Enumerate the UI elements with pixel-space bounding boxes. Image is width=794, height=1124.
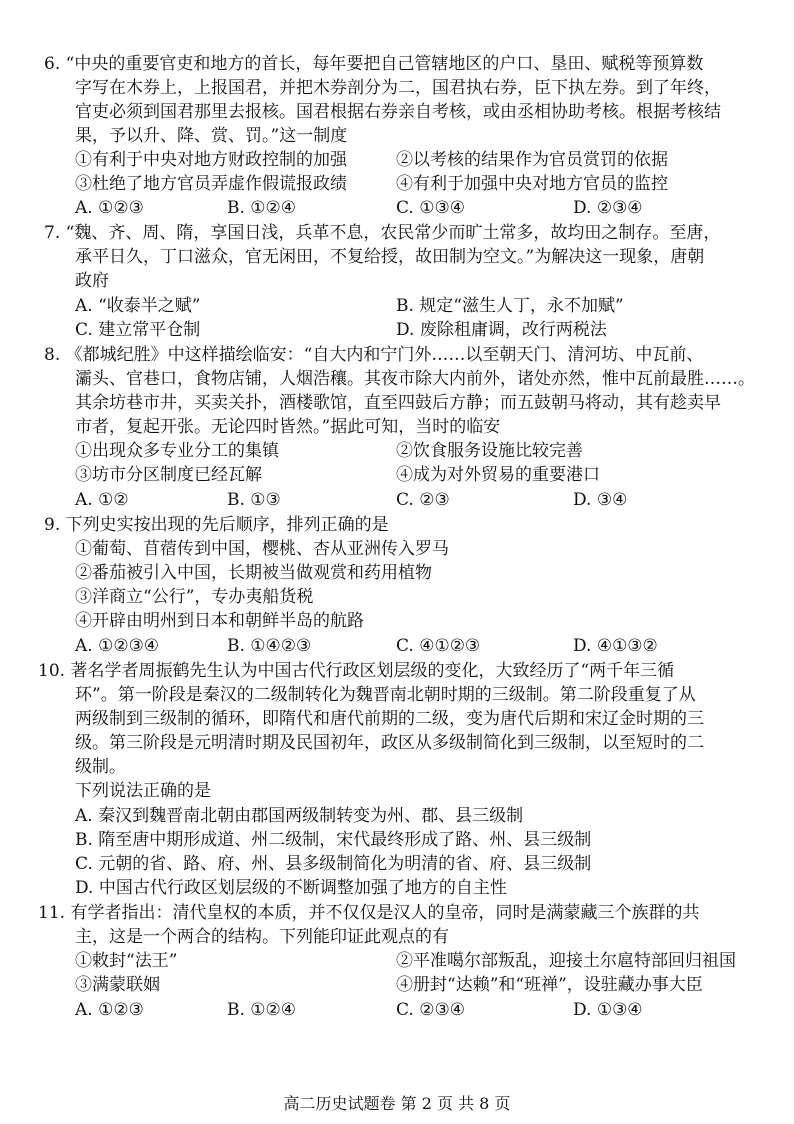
q8-option-d: D. ③④ [573, 490, 628, 510]
q7-option-b: B. 规定“滋生人丁，永不加赋” [396, 296, 624, 316]
q6-stem-line-3: 官吏必须到国君那里去报核。国君根据右券亲自考核，或由丞相协助考核。根据考核结 [75, 102, 721, 122]
q11-item-1: ①敕封“法王” [75, 951, 178, 971]
q10-stem-line-6: 下列说法正确的是 [75, 781, 211, 801]
q8-stem-line-3: 其余坊巷市井，买卖关扑，酒楼歌馆，直至四鼓后方静；而五鼓朝马将动，其有趁卖早 [75, 393, 721, 413]
q8-item-2: ②饮食服务设施比较完善 [396, 441, 583, 461]
q9-item-1: ①葡萄、苜蓿传到中国，樱桃、杏从亚洲传入罗马 [75, 539, 449, 559]
q7-stem-line-1: 7. “魏、齐、周、隋，享国日浅，兵革不息，农民常少而旷土常多，故均田之制存。至唐， [44, 223, 721, 243]
q6-option-a: A. ①②③ [75, 198, 144, 218]
q7-stem-line-3: 政府 [75, 271, 109, 291]
q11-option-d: D. ①③④ [573, 1000, 643, 1020]
q7-option-a: A. “收泰半之赋” [75, 296, 201, 316]
q10-stem-line-1: 10. 著名学者周振鹤先生认为中国古代行政区划层级的变化，大致经历了“两千年三循 [38, 661, 675, 681]
q10-option-b: B. 隋至唐中期形成道、州二级制，宋代最终形成了路、州、县三级制 [75, 830, 592, 850]
q9-stem-line-1: 9. 下列史实按出现的先后顺序，排列正确的是 [44, 515, 389, 535]
q10-option-d: D. 中国古代行政区划层级的不断调整加强了地方的自主性 [75, 878, 507, 898]
q6-item-1: ①有利于中央对地方财政控制的加强 [75, 150, 347, 170]
q9-option-a: A. ①②③④ [75, 636, 160, 656]
q9-item-4: ④开辟由明州到日本和朝鲜半岛的航路 [75, 611, 364, 631]
q10-option-a: A. 秦汉到魏晋南北朝由郡国两级制转变为州、郡、县三级制 [75, 806, 524, 826]
page-footer: 高二历史试题卷 第 2 页 共 8 页 [283, 1094, 511, 1113]
q10-option-c: C. 元朝的省、路、府、州、县多级制简化为明清的省、府、县三级制 [75, 854, 592, 874]
q8-stem-line-2: 灞头、官巷口，食物店铺，人烟浩穰。其夜市除大内前外，诸处亦然，惟中瓦前最胜……。 [75, 369, 755, 389]
q6-item-3: ③杜绝了地方官员弄虚作假谎报政绩 [75, 174, 347, 194]
q6-option-c: C. ①③④ [396, 198, 465, 218]
q11-option-a: A. ①②③ [75, 1000, 144, 1020]
q8-item-3: ③坊市分区制度已经瓦解 [75, 465, 262, 485]
q6-item-2: ②以考核的结果作为官员赏罚的依据 [396, 150, 668, 170]
q10-stem-line-3: 两级制到三级制的循环，即隋代和唐代前期的二级，变为唐代后期和宋辽金时期的三 [75, 709, 704, 729]
q11-option-b: B. ①②④ [227, 1000, 297, 1020]
q8-stem-line-4: 市者，复起开张。无论四时皆然。”据此可知，当时的临安 [75, 417, 501, 437]
q11-stem-line-1: 11. 有学者指出：清代皇权的本质，并不仅仅是汉人的皇帝，同时是满蒙藏三个族群的共 [38, 903, 700, 923]
q9-option-c: C. ④①②③ [396, 636, 481, 656]
q10-stem-line-2: 环”。第一阶段是秦汉的二级制转化为魏晋南北朝时期的三级制。第二阶段重复了从 [75, 685, 696, 705]
q11-item-3: ③满蒙联姻 [75, 975, 160, 995]
q6-stem-line-4: 果，予以升、降、赏、罚。”这一制度 [75, 126, 348, 146]
q6-item-4: ④有利于加强中央对地方官员的监控 [396, 174, 668, 194]
q8-option-b: B. ①③ [227, 490, 281, 510]
q6-stem-line-2: 字写在木券上，上报国君，并把木券剖分为二，国君执右券，臣下执左券。到了年终， [75, 78, 721, 98]
q6-stem-line-1: 6. “中央的重要官吏和地方的首长，每年要把自己管辖地区的户口、垦田、赋税等预算数 [44, 54, 704, 74]
q10-stem-line-4: 级。第三阶段是元明清时期及民国初年，政区从多级制简化到三级制，以至短时的二 [75, 733, 704, 753]
q11-option-c: C. ②③④ [396, 1000, 465, 1020]
q9-item-2: ②番茄被引入中国，长期被当做观赏和药用植物 [75, 563, 432, 583]
q7-option-d: D. 废除租庸调，改行两税法 [396, 320, 607, 340]
q8-item-4: ④成为对外贸易的重要港口 [396, 465, 600, 485]
q10-stem-line-5: 级制。 [75, 757, 126, 777]
q8-option-c: C. ②③ [396, 490, 450, 510]
q6-option-d: D. ②③④ [573, 198, 643, 218]
q7-option-c: C. 建立常平仓制 [75, 320, 201, 340]
q8-stem-line-1: 8. 《都城纪胜》中这样描绘临安：“自大内和宁门外……以至朝天门、清河坊、中瓦前、 [44, 345, 704, 365]
q9-item-3: ③洋商立“公行”，专办夷船货税 [75, 587, 314, 607]
q7-stem-line-2: 承平日久，丁口滋众，官无闲田，不复给授，故田制为空文。”为解决这一现象，唐朝 [75, 247, 705, 267]
q9-option-b: B. ①④②③ [227, 636, 312, 656]
q9-option-d: D. ④①③② [573, 636, 658, 656]
q11-item-2: ②平准噶尔部叛乱，迎接土尔扈特部回归祖国 [396, 951, 736, 971]
q11-stem-line-2: 主，这是一个两合的结构。下列能印证此观点的有 [75, 927, 449, 947]
q6-option-b: B. ①②④ [227, 198, 297, 218]
q8-option-a: A. ①② [75, 490, 129, 510]
q11-item-4: ④册封“达赖”和“班禅”，设驻藏办事大臣 [396, 975, 703, 995]
q8-item-1: ①出现众多专业分工的集镇 [75, 441, 279, 461]
